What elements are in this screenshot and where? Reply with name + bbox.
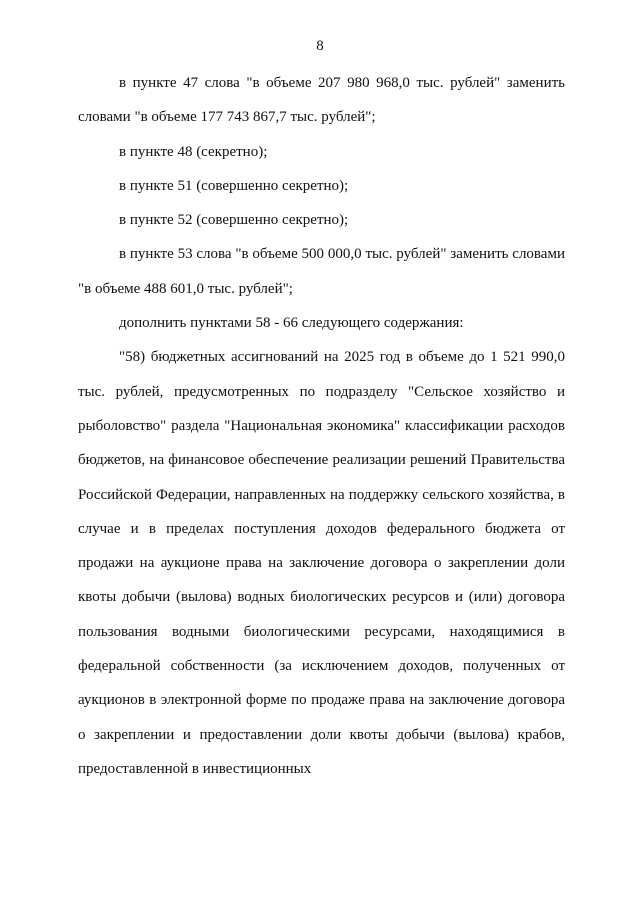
paragraph-add-items-intro: дополнить пунктами 58 - 66 следующего содержания: bbox=[119, 315, 464, 332]
paragraph-item-47-replacement: в пункте 47 слова "в объеме 207 980 968,0 тыс. рублей" заменить словами "в объеме 177 743 867,7 тыс. рублей"; bbox=[78, 75, 565, 126]
document-body bbox=[78, 66, 565, 786]
paragraph-item-58: "58) бюджетных ассигнований на 2025 год в объеме до 1 521 990,0 тыс. рублей, предусмотренных по подразделу "Сельское хозяйство и рыболовство" раздела "Национальная экономика" классификации расходов бюджетов, на финансовое обеспечение реализации решений Правительства Российской Федерации, направленных на поддержку сельского хозяйства, в случае и в пределах поступления доходов федерального бюджета от продажи на аукционе права на заключение договора о закреплении доли квоты добычи (вылова) водных биологических ресурсов и (или) договора пользования водными биологическими ресурсами, находящимися в федеральной собственности (за исключением доходов, полученных от аукционов в электронной форме по продаже права на заключение договора о закреплении и предоставлении доли квоты добычи (вылова) крабов, предоставленной в инвестиционных bbox=[78, 349, 565, 777]
page-number: 8 bbox=[316, 38, 324, 54]
paragraph-item-53-replacement: в пункте 53 слова "в объеме 500 000,0 тыс. рублей" заменить словами "в объеме 488 601,0 тыс. рублей"; bbox=[78, 246, 565, 297]
paragraph-item-52: в пункте 52 (совершенно секретно); bbox=[119, 212, 349, 229]
paragraph-item-51: в пункте 51 (совершенно секретно); bbox=[119, 177, 349, 194]
paragraph-item-48: в пункте 48 (секретно); bbox=[119, 143, 268, 160]
